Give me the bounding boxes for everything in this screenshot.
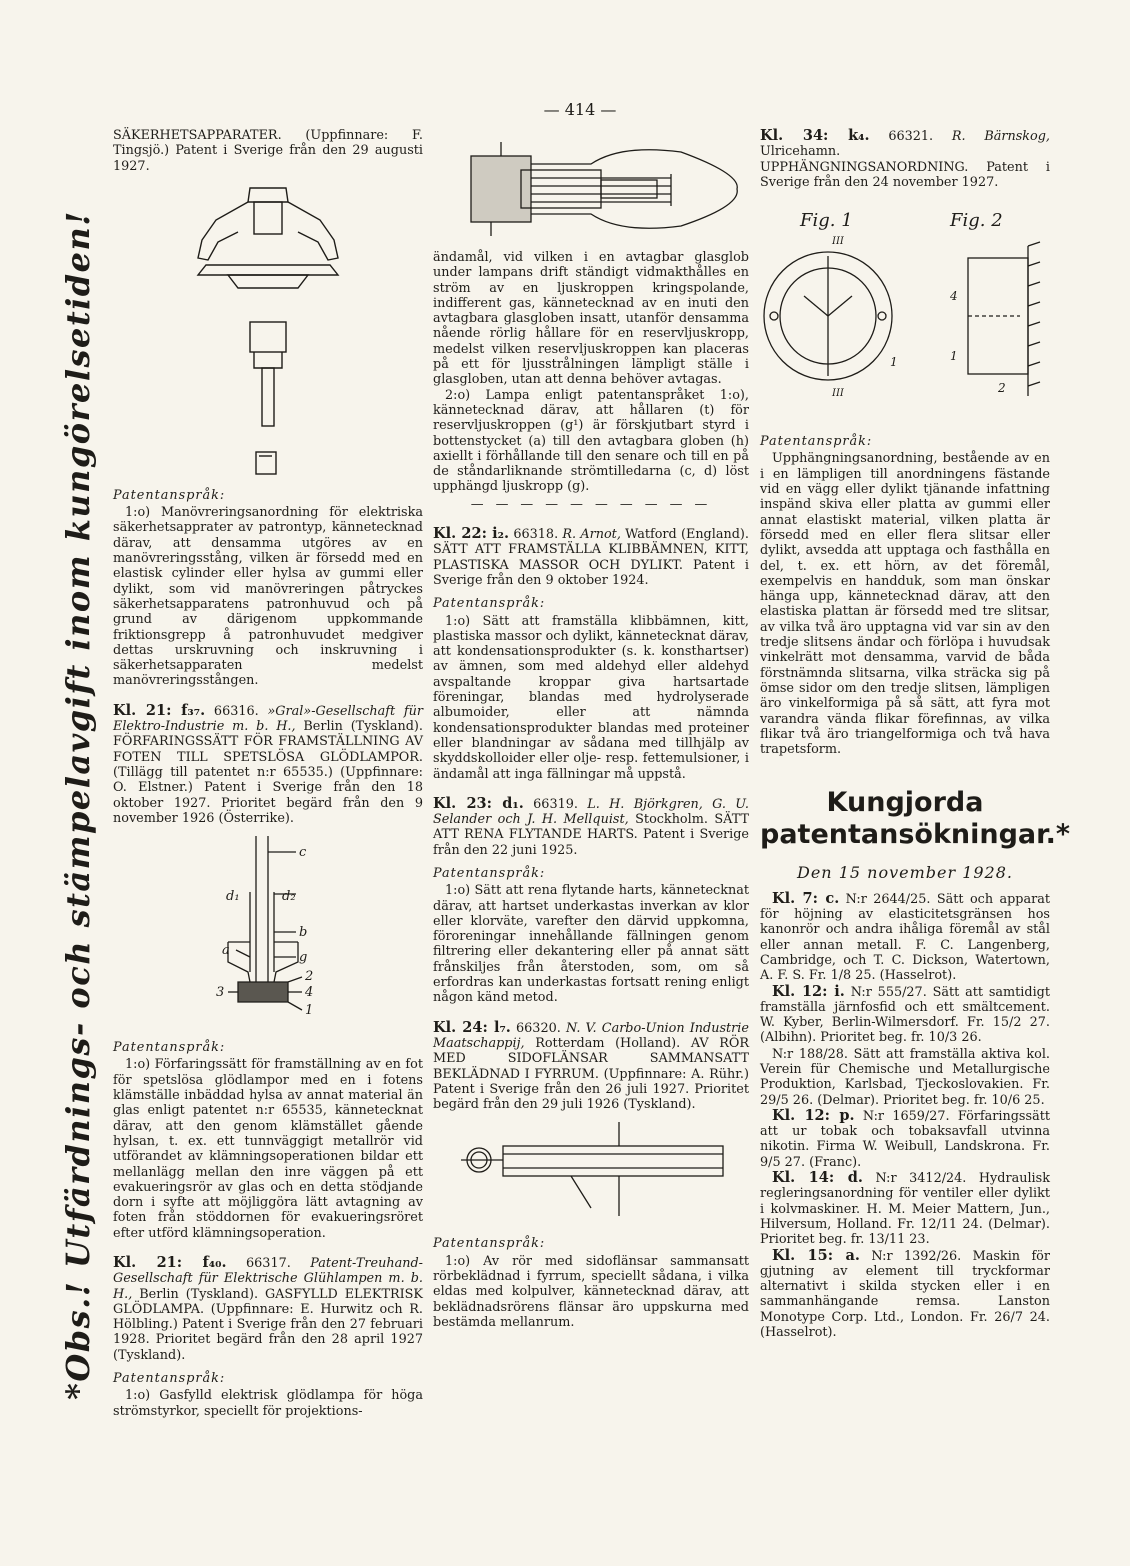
patent-holder: L. H. Björkgren, G. U. Selander och J. H. Mellquist, — [433, 796, 749, 828]
patent-number: 66319. — [533, 796, 578, 812]
patent-entry-1 — [113, 128, 423, 689]
label-a: a — [222, 943, 230, 959]
entry-text: Stockholm. SÄTT ATT RENA FLYTANDE HARTS. Patent i Sverige från den 22 juni 1925. — [433, 812, 749, 858]
patent-entry-2 — [113, 703, 423, 1241]
page-number: — 414 — — [543, 100, 617, 119]
patent-number: 66317. — [246, 1255, 291, 1271]
label-d2: d₂ — [282, 889, 296, 905]
label-c: c — [299, 845, 307, 861]
patent-holder: Patent-Treuhand-Gesellschaft für Elektrische Glühlampen m. b. H., — [113, 1255, 423, 1302]
entry-text: SÄKERHETSAPPARATER. (Uppfinnare: F. Tingsjö.) Patent i Sverige från den 29 augusti 1927. — [113, 128, 423, 174]
hanger-figure — [760, 196, 1050, 426]
application-item — [760, 891, 1050, 984]
patent-number: 66320. — [516, 1020, 561, 1036]
fuse-tool-figure — [188, 180, 348, 480]
entry-text: Rotterdam (Holland). AV RÖR MED SIDOFLÄNSAR SAMMANSATT BEKLÄDNAD I FYRRUM. (Uppfinnare: A. Rühr.) Patent i Sverige från den 26 juli 1927. Prioritet begärd från den 29 juli 1926 (Tyskland). — [433, 1035, 750, 1113]
side-banner: *Obs.! Utfärdnings- och stämpelavgift inom kungörelsetiden! — [59, 210, 97, 1400]
application-text: N:r 2644/25. Sätt och apparat för höjning av elasticitetsgränsen hos kanonrör och andra ihåliga föremål av stål eller annan metall. F. C. Langenberg, Cambridge, och T. C. Dickson, Watertown, A. F. S. Fr. 1/8 25. (Hasselrot). — [760, 891, 1050, 984]
fig1-label: Fig. 1 — [800, 210, 853, 232]
claims-label: Patentanspråk: — [113, 1371, 226, 1387]
label-1: 1 — [305, 1003, 314, 1019]
application-text: N:r 188/28. Sätt att framställa aktiva kol. Verein für Chemische und Metallurgische Produktion, Karlsbad, Tjeckoslovakien. Fr. 29/5 26. (Delmar). Prioritet beg. fr. 10/6 25. — [760, 1046, 1050, 1108]
patent-holder: R. Bärnskog, — [951, 129, 1050, 144]
column-2 — [433, 128, 749, 1330]
claim-text: 1:o) Gasfylld elektrisk glödlampa för höga strömstyrkor, speciellt för projektions- — [113, 1388, 423, 1419]
claim-text: Upphängningsanordning, bestående av en i en lämpligen till anordningens fästande vid en vägg eller dylikt tjänande infattning inspänd skiva eller platta av gummi eller annat elastiskt material, vilken platta är försedd med en eller flera slitsar eller dylikt, avsedda att upptaga och fasthålla en del, t. ex. ett hörn, av det föremål, exempelvis en handduk, som man önskar hänga upp, kännetecknad därav, att den elastiska plattan är försedd med tre slitsar, av vilka två äro upptagna vid var sin av den tredje slitsens ändar och förlöpa i huvudsak vinkelrätt mot densamma, varvid de båda förstnämnda slitsarna, vilka sträcka sig på ömse sidor om den tredje slitsen, lämpligen äro vinkelformiga på så sätt, att fyra mot varandra vända flikar förefinnas, av vilka flikar två äro triangelformiga och två hava trapetsform. — [760, 451, 1050, 758]
claims-label: Patentanspråk: — [433, 596, 546, 612]
patent-entry-6 — [433, 1020, 749, 1331]
class-heading: Kl. 12: p. — [772, 1106, 855, 1124]
label-2: 2 — [305, 969, 314, 985]
column-3 — [760, 127, 1070, 1341]
claim-text: 1:o) Manövreringsanordning för elektriska säkerhetsapprater av patrontyp, kännetecknad därav, att densamma utgöres av en manövreringsstång, vilken är försedd med en elastisk cylinder eller hylsa av gummi eller dylikt, som vid manövreringen påtryckes säkerhetsapparatens patronhuvud och på grund av därigenom uppkommande friktionsgrepp å patronhuvudet medgiver dettas urskruvning och inskruvning i säkerhetsapparaten medelst manövreringsstången. — [113, 505, 423, 689]
application-text: N:r 1659/27. Förfaringssätt att ur tobak och tobaksavfall utvinna nikotin. Firma W. Weibull, Landskrona. Fr. 9/5 27. (Franc). — [760, 1108, 1050, 1170]
patent-entry-5 — [433, 796, 749, 1006]
class-heading: Kl. 24: l₇. — [433, 1018, 511, 1036]
claim-text: 1:o) Sätt att framställa klibbämnen, kitt, plastiska massor och dylikt, kännetecknat därav, att kondensationsprodukter (s. k. konsthartser) av ämnen, som med aldehyd eller aldehyd avspaltande kroppar giva hartsartade föreningar, blandas med hydrolyserade albumoider, eller att nämnda kondensationsprodukter blandas med proteiner eller blandningar av sådana med tillhjälp av skyddskolloider eller olje- resp. fettemulsioner, i ändamål att inga fällningar må uppstå. — [433, 613, 749, 782]
application-item — [760, 1046, 1050, 1108]
patent-holder: »Gral»-Gesellschaft für Elektro-Industrie m. b. H., — [113, 703, 423, 735]
label-d1: d₁ — [226, 889, 240, 905]
fig1-label-1: 1 — [890, 355, 898, 370]
class-heading: Kl. 34: k₄. — [760, 127, 870, 144]
lamp-foot-figure — [178, 832, 358, 1032]
application-text: N:r 3412/24. Hydraulisk regleringsanordning för ventiler eller dylikt i kolvmaskiner. H. M. Meier Mattern, Jun., Hilversum, Holland. Fr. 12/11 24. (Delmar). Prioritet beg. fr. 13/11 23. — [760, 1171, 1050, 1248]
label-3: 3 — [216, 985, 225, 1001]
class-heading: Kl. 22: i₂. — [433, 525, 510, 543]
application-item — [760, 1108, 1050, 1170]
claim-text: 2:o) Lampa enligt patentanspråket 1:o), kännetecknad därav, att hållaren (t) för reservljuskroppen (g¹) är förskjutbart styrd i bottenstycket (a) till den avtagbara globen (h) axiellt i förhållande till den senare och till en på de ståndarliknande strömtilledarna (c, d) löst upphängd ljuskropp (g). — [433, 387, 749, 495]
application-text: N:r 1392/26. Maskin för gjutning av element till tryckformar alternativt i skilda stycken eller i en sammanhängande remsa. Lanston Monotype Corp. Ltd., London. Fr. 26/7 24. (Hasselrot). — [760, 1248, 1051, 1341]
column-1 — [113, 128, 423, 1419]
patent-entry-4 — [433, 526, 749, 782]
patent-entry-3 — [113, 1255, 423, 1419]
section-title: Kungjorda patentansökningar.* — [760, 787, 1070, 851]
application-item — [760, 1248, 1050, 1341]
patent-number: 66318. — [513, 527, 559, 543]
label-4: 4 — [305, 985, 314, 1001]
class-heading: Kl. 7: c. — [772, 889, 840, 907]
roman-label-top: III — [832, 236, 844, 248]
patent-number: 66321. — [888, 129, 934, 144]
pipe-lining-figure — [441, 1118, 741, 1228]
claims-label: Patentanspråk: — [113, 487, 226, 503]
claims-label: Patentanspråk: — [433, 865, 546, 881]
applications-list — [760, 891, 1050, 1341]
patent-holder: N. V. Carbo-Union Industrie Maatschappij, — [433, 1020, 749, 1051]
class-heading: Kl. 21: f₄₀. — [113, 1253, 227, 1271]
entry-text: Berlin (Tyskland). FÖRFARINGSSÄTT FÖR FRAMSTÄLLNING AV FOTEN TILL SPETSLÖSA GLÖDLAMPOR. (Tillägg till patentet n:r 65535.) (Uppfinnare: O. Elstner.) Patent i Sverige från den 18 oktober 1927. Prioritet begärd från den 9 november 1926 (Österrike). — [113, 719, 423, 826]
application-item — [760, 1170, 1050, 1247]
claim-text: 1:o) Av rör med sidoflänsar sammansatt rörbeklädnad i fyrrum, speciellt sådana, i vilka eldas med kolpulver, kännetecknad därav, att beklädnadsrörens flänsar äro uppskurna med bestämda mellanrum. — [433, 1253, 749, 1330]
application-item — [760, 984, 1050, 1046]
roman-label-bottom: III — [832, 388, 844, 400]
claims-label: Patentanspråk: — [433, 1236, 546, 1252]
entry-text: Berlin (Tyskland). GASFYLLD ELEKTRISK GLÖDLAMPA. (Uppfinnare: E. Hurwitz och R. Hölbling.) Patent i Sverige från den 27 februari 1928. Prioritet begärd från den 28 april 1927 (Tyskland). — [113, 1286, 423, 1363]
patent-holder: R. Arnot, — [562, 527, 621, 543]
entry-text: Ulricehamn. UPPHÄNGNINGSANORDNING. Patent i Sverige från den 24 november 1927. — [760, 144, 1050, 190]
fig2-label-2: 2 — [998, 381, 1006, 396]
claims-label: Patentanspråk: — [113, 1040, 226, 1056]
entry-text: Watford (England). SÄTT ATT FRAMSTÄLLA KLIBBÄMNEN, KITT, PLASTISKA MASSOR OCH DYLIKT. Patent i Sverige från den 9 oktober 1924. — [433, 527, 749, 588]
fig2-label-1: 1 — [950, 349, 958, 364]
glow-lamp-figure — [441, 134, 741, 244]
class-heading: Kl. 15: a. — [772, 1246, 860, 1264]
claim-text: 1:o) Förfaringssätt för framställning av en fot för spetslösa glödlampor med en i fotens klämställe inbäddad hylsa av annat material än glas enligt patentet n:r 65535, kännetecknat därav, att den genom klämstället gående hylsan, t. ex. ett tunnväggigt metallrör vid utförandet av klämningsoperationen bildar ett mellanlägg mellan den inre väggen på ett evakueringsrör av glas och en detta stödjande dorn i syfte att möjliggöra lätt avtagning av foten från stöddornen för evakueringsröret efter utförd klämningsoperation. — [113, 1057, 423, 1241]
claim-text: 1:o) Sätt att rena flytande harts, kännetecknat därav, att hartset underkastas inverkan av klor eller klorväte, varefter den därvid uppkomna, föroreningar innehållande fällningen genom filtrering eller dekantering eller på annat sätt frånskiljes från återstoden, som, om så erfordras kan underkastas fortsatt rening enligt någon känd metod. — [433, 883, 749, 1006]
section-date: Den 15 november 1928. — [797, 863, 1013, 883]
fig2-label-4: 4 — [950, 289, 958, 304]
application-text: N:r 555/27. Sätt att samtidigt framställa järnfosfid och ett smältcement. W. Kyber, Berlin-Wilmersdorf. Fr. 15/2 27. (Albihn). Prioritet beg. fr. 10/3 26. — [760, 984, 1051, 1046]
class-heading: Kl. 14: d. — [772, 1169, 863, 1187]
class-heading: Kl. 23: d₁. — [433, 794, 524, 812]
patent-number: 66316. — [213, 703, 259, 719]
continued-claim: ändamål, vid vilken i en avtagbar glasglob under lampans drift ständigt vidmakthålles en ström av en ljuskroppen kringspolande, indifferent gas, kännetecknad av en inuti den avtagbara glasgloben insatt, utanför densamma nående rörlig hållare för en reservljuskropp, medelst vilken reservljuskroppen kan placeras på ett för ljusstrålningen lämpligt ställe i glasgloben, utan att denna behöver avtagas. — [433, 250, 749, 388]
claims-label: Patentanspråk: — [760, 434, 873, 450]
class-heading: Kl. 12: i. — [772, 982, 845, 1000]
label-g: g — [299, 950, 308, 966]
patent-entry-7 — [760, 128, 1050, 757]
class-heading: Kl. 21: f₃₇. — [113, 701, 206, 719]
fig2-label: Fig. 2 — [950, 210, 1003, 232]
label-b: b — [299, 925, 308, 941]
separator: — — — — — — — — — — — [470, 496, 712, 512]
